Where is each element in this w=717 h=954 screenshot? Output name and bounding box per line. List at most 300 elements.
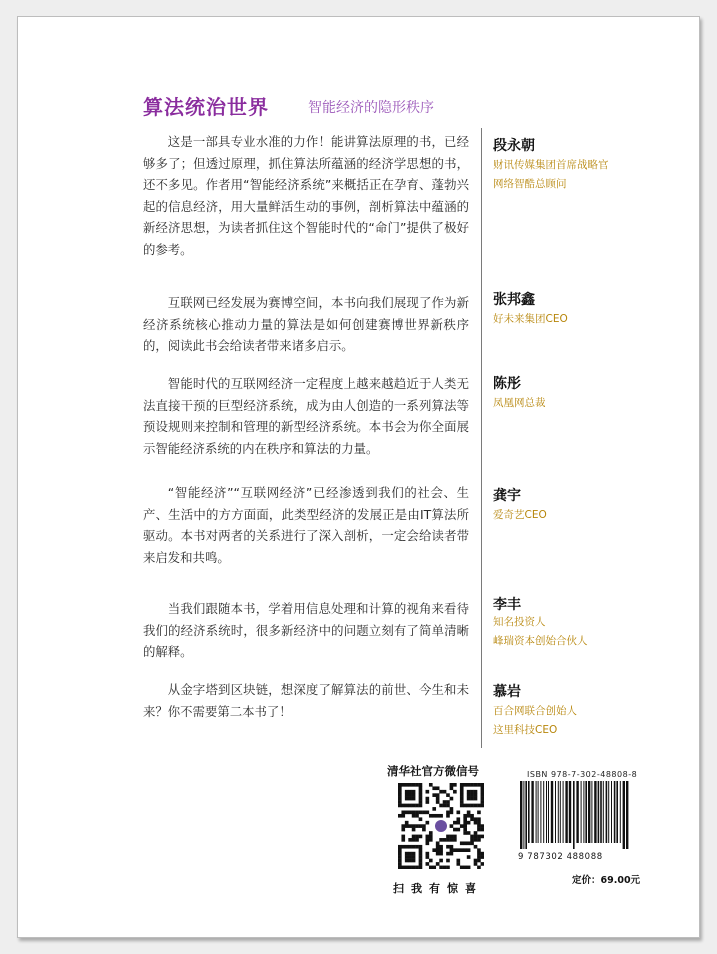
qr-module (446, 835, 450, 839)
qr-module (470, 817, 474, 821)
barcode-bar (538, 781, 539, 843)
barcode-bar (536, 781, 537, 843)
barcode-bar (528, 781, 530, 843)
qr-module (429, 831, 433, 835)
qr-module (398, 804, 402, 808)
qr-module (426, 821, 430, 825)
qr-module (456, 811, 460, 815)
qr-module (450, 848, 454, 852)
qr-module (412, 783, 416, 787)
qr-module (453, 848, 457, 852)
qr-module (439, 845, 443, 849)
qr-module (401, 811, 405, 815)
barcode-bar (546, 781, 547, 843)
barcode-bar (573, 781, 575, 849)
qr-module (436, 862, 440, 866)
barcode-bar (558, 781, 559, 843)
barcode-bar (565, 781, 567, 843)
endorsement-text: 当我们跟随本书，学着用信息处理和计算的视角来看待我们的经济系统时，很多新经济中的问题立刻有了简单清晰的解释。 (143, 601, 469, 659)
qr-module (398, 783, 402, 787)
qr-module (415, 783, 419, 787)
qr-module (446, 845, 450, 849)
qr-module (412, 793, 416, 797)
qr-module (401, 838, 405, 842)
qr-module (474, 859, 478, 863)
qr-module (463, 831, 467, 835)
barcode-bar (585, 781, 587, 843)
qr-module (467, 831, 471, 835)
qr-module (415, 838, 419, 842)
qr-module (419, 845, 423, 849)
qr-module (463, 841, 467, 845)
endorser-name: 慕岩 (493, 684, 521, 700)
qr-module (439, 859, 443, 863)
qr-module (398, 848, 402, 852)
qr-module (463, 824, 467, 828)
qr-module (422, 811, 426, 815)
endorsement-text: “智能经济”“互联网经济”已经渗透到我们的社会、生产、生活中的方方面面，此类型经济的发展正是由IT算法所驱动。本书对两者的关系进行了深入剖析，一定会给读者带来启发和共鸣。 (143, 485, 469, 565)
barcode-bar (576, 781, 578, 843)
qr-module (426, 800, 430, 804)
qr-module (456, 848, 460, 852)
price-label: 定价：69.00元 (572, 875, 641, 886)
qr-module (474, 835, 478, 839)
qr-module (474, 790, 478, 794)
qr-module (412, 790, 416, 794)
qr-module (432, 807, 436, 811)
qr-module (474, 838, 478, 842)
qr-module (419, 835, 423, 839)
qr-module (412, 852, 416, 856)
qr-module (408, 838, 412, 842)
qr-module (412, 797, 416, 801)
qr-module (443, 790, 447, 794)
qr-module (467, 811, 471, 815)
endorser-role: 峰瑞资本创始合伙人 (493, 635, 588, 647)
qr-module (419, 848, 423, 852)
qr-module (481, 786, 484, 790)
qr-module (419, 800, 423, 804)
qr-module (412, 859, 416, 863)
barcode-bar (523, 781, 524, 849)
qr-module (432, 814, 436, 818)
qr-module (419, 790, 423, 794)
qr-module (429, 835, 433, 839)
qr-module (436, 841, 440, 845)
qr-module (398, 862, 402, 866)
qr-module (401, 814, 405, 818)
qr-module (401, 804, 405, 808)
qr-module (446, 866, 450, 869)
qr-module (460, 841, 464, 845)
endorser-name: 段永朝 (493, 138, 535, 154)
qr-module (401, 824, 405, 828)
qr-module (398, 790, 402, 794)
barcode-bar (525, 781, 527, 849)
qr-module (474, 821, 478, 825)
barcode-bar (611, 781, 612, 843)
qr-module (415, 824, 419, 828)
qr-module (405, 804, 409, 808)
qr-module (408, 855, 412, 859)
qr-module (470, 804, 474, 808)
qr-module (405, 866, 409, 869)
qr-module (463, 828, 467, 832)
qr-module (450, 838, 454, 842)
qr-module (436, 793, 440, 797)
qr-module (422, 824, 426, 828)
qr-module (463, 804, 467, 808)
qr-module (470, 783, 474, 787)
qr-module (439, 804, 443, 808)
qr-module (432, 848, 436, 852)
qr-module (415, 835, 419, 839)
qr-module (463, 866, 467, 869)
barcode-bar (606, 781, 608, 843)
qr-module (432, 786, 436, 790)
qr-module (446, 811, 450, 815)
qr-module (408, 797, 412, 801)
qr-module (412, 866, 416, 869)
qr-module (446, 800, 450, 804)
qr-module (443, 800, 447, 804)
qr-module (426, 862, 430, 866)
qr-module (408, 793, 412, 797)
qr-module (463, 817, 467, 821)
barcode-bar (616, 781, 618, 843)
qr-module (412, 855, 416, 859)
qr-module (463, 848, 467, 852)
wechat-label: 清华社官方微信号 (387, 764, 479, 778)
qr-module (398, 814, 402, 818)
qr-module (398, 797, 402, 801)
qr-module (460, 790, 464, 794)
qr-module (432, 866, 436, 869)
barcode-bar (520, 781, 522, 849)
qr-module (453, 835, 457, 839)
qr-module (436, 852, 440, 856)
endorsement-text: 这是一部具专业水准的力作！能讲算法原理的书，已经够多了；但透过原理，抓住算法所蕴涵的经济学思想的书，还不多见。作者用“智能经济系统”来概括正在孕育、蓬勃兴起的信息经济，用大量鲜活生动的事例，剖析算法中蕴涵的新经济思想，为读者抓住这个智能时代的“命门”提供了极好的参考。 (143, 134, 469, 257)
barcode-bar (581, 781, 582, 843)
qr-module (467, 848, 471, 852)
barcode-bar (583, 781, 584, 843)
qr-module (481, 824, 484, 828)
qr-module (474, 793, 478, 797)
qr-module (477, 824, 481, 828)
qr-module (439, 790, 443, 794)
qr-module (426, 835, 430, 839)
qr-module (481, 862, 484, 866)
barcode-bar (591, 781, 592, 843)
endorser-name: 龚宇 (493, 488, 521, 504)
qr-module (460, 793, 464, 797)
qr-module (450, 807, 454, 811)
endorser-role: 凤凰网总裁 (493, 397, 546, 409)
qr-module (460, 804, 464, 808)
endorser-role: 爱奇艺CEO (493, 509, 547, 521)
qr-module (467, 790, 471, 794)
endorser-role: 财讯传媒集团首席战略官 (493, 159, 609, 171)
qr-module (446, 814, 450, 818)
barcode-bar (600, 781, 602, 843)
qr-module (456, 859, 460, 863)
qr-module (453, 828, 457, 832)
qr-module (446, 852, 450, 856)
qr-module (401, 828, 405, 832)
qr-module (398, 793, 402, 797)
qr-module (463, 814, 467, 818)
qr-module (401, 835, 405, 839)
qr-module (412, 835, 416, 839)
qr-module (398, 859, 402, 863)
qr-module (450, 852, 454, 856)
barcode-bar (626, 781, 628, 849)
endorsement-text: 互联网已经发展为赛博空间，本书向我们展现了作为新经济系统核心推动力量的算法是如何创建赛博世界新秩序的，阅读此书会给读者带来诸多启示。 (143, 295, 469, 353)
qr-module (481, 793, 484, 797)
barcode-bar (548, 781, 549, 843)
qr-module (446, 793, 450, 797)
qr-module (450, 786, 454, 790)
qr-module (412, 824, 416, 828)
qr-module (474, 831, 478, 835)
qr-module (405, 790, 409, 794)
qr-module (470, 814, 474, 818)
isbn-text: ISBN 978-7-302-48808-8 (527, 770, 638, 779)
endorser-name: 张邦鑫 (493, 292, 535, 308)
qr-module (405, 824, 409, 828)
qr-module (415, 845, 419, 849)
barcode-bar (608, 781, 609, 843)
qr-module (456, 821, 460, 825)
endorser-role: 好未来集团CEO (493, 313, 568, 325)
barcode-bar (594, 781, 596, 843)
qr-module (398, 866, 402, 869)
qr-module (470, 797, 474, 801)
qr-module (415, 804, 419, 808)
qr-module (467, 855, 471, 859)
qr-module (470, 790, 474, 794)
qr-module (460, 848, 464, 852)
endorser-role: 知名投资人 (493, 616, 546, 628)
qr-module (401, 866, 405, 869)
qr-module (419, 859, 423, 863)
qr-module (429, 814, 433, 818)
qr-module (412, 845, 416, 849)
qr-module (460, 800, 464, 804)
qr-module (481, 804, 484, 808)
qr-module (429, 866, 433, 869)
qr-module (408, 852, 412, 856)
qr-module (405, 783, 409, 787)
qr-module (460, 866, 464, 869)
qr-module (474, 797, 478, 801)
qr-module (474, 783, 478, 787)
qr-module (426, 838, 430, 842)
book-title: 算法统治世界 (143, 95, 269, 119)
qr-module (398, 800, 402, 804)
barcode-bar (563, 781, 564, 843)
endorser-role: 网络智酷总顾问 (493, 178, 567, 190)
qr-module (426, 797, 430, 801)
qr-module (419, 866, 423, 869)
qr-code[interactable] (398, 783, 484, 869)
qr-module (408, 845, 412, 849)
qr-module (467, 821, 471, 825)
qr-module (460, 797, 464, 801)
qr-module (477, 852, 481, 856)
qr-module (456, 828, 460, 832)
qr-module (446, 838, 450, 842)
qr-module (398, 786, 402, 790)
qr-module (474, 804, 478, 808)
qr-module (470, 838, 474, 842)
qr-module (419, 824, 423, 828)
qr-module (477, 804, 481, 808)
qr-module (426, 852, 430, 856)
qr-module (477, 783, 481, 787)
qr-module (439, 866, 443, 869)
qr-module (436, 786, 440, 790)
qr-module (460, 783, 464, 787)
qr-module (419, 852, 423, 856)
barcode-bar (555, 781, 556, 843)
qr-module (405, 859, 409, 863)
qr-module (408, 790, 412, 794)
qr-module (405, 811, 409, 815)
qr-module (429, 859, 433, 863)
qr-module (436, 848, 440, 852)
qr-module (450, 845, 454, 849)
qr-module (467, 797, 471, 801)
qr-module (405, 797, 409, 801)
qr-module (412, 838, 416, 842)
endorser-role: 百合网联合创始人 (493, 705, 577, 717)
qr-module (453, 838, 457, 842)
qr-module (419, 783, 423, 787)
qr-module (446, 859, 450, 863)
qr-module (419, 797, 423, 801)
qr-module (436, 797, 440, 801)
qr-module (481, 783, 484, 787)
qr-module (419, 855, 423, 859)
qr-module (436, 800, 440, 804)
qr-module (401, 783, 405, 787)
qr-module (477, 821, 481, 825)
qr-module (456, 862, 460, 866)
qr-module (460, 786, 464, 790)
barcode-bar (540, 781, 541, 843)
qr-module (408, 811, 412, 815)
qr-module (405, 845, 409, 849)
qr-module (477, 848, 481, 852)
qr-module (408, 804, 412, 808)
qr-module (463, 783, 467, 787)
qr-module (467, 866, 471, 869)
qr-module (426, 790, 430, 794)
qr-module (477, 835, 481, 839)
qr-module (477, 817, 481, 821)
qr-module (412, 811, 416, 815)
qr-module (467, 841, 471, 845)
qr-module (477, 838, 481, 842)
qr-module (439, 838, 443, 842)
qr-module (436, 845, 440, 849)
qr-module (398, 855, 402, 859)
qr-module (477, 855, 481, 859)
qr-module (415, 814, 419, 818)
qr-module (436, 814, 440, 818)
qr-module (453, 783, 457, 787)
barcode-bar (588, 781, 590, 843)
qr-module (443, 838, 447, 842)
qr-module (401, 845, 405, 849)
qr-module (450, 811, 454, 815)
barcode-bar (603, 781, 604, 843)
endorser-name: 李丰 (493, 597, 521, 613)
qr-module (419, 811, 423, 815)
qr-module (453, 790, 457, 794)
qr-module (415, 866, 419, 869)
qr-module (412, 828, 416, 832)
qr-module (453, 821, 457, 825)
endorsement-text: 从金字塔到区块链，想深度了解算法的前世、今生和未来？你不需要第二本书了！ (143, 682, 469, 719)
qr-module (439, 848, 443, 852)
qr-module (439, 814, 443, 818)
barcode-bar (598, 781, 600, 843)
barcode-bar (614, 781, 616, 843)
qr-module (398, 852, 402, 856)
qr-module (415, 811, 419, 815)
qr-module (419, 817, 423, 821)
qr-module (426, 841, 430, 845)
column-divider (481, 128, 482, 748)
qr-module (467, 793, 471, 797)
book-subtitle: 智能经济的隐形秩序 (308, 100, 434, 116)
qr-module (408, 859, 412, 863)
qr-module (408, 824, 412, 828)
qr-module (450, 783, 454, 787)
qr-module (474, 845, 478, 849)
qr-module (477, 828, 481, 832)
qr-module (429, 838, 433, 842)
qr-module (463, 821, 467, 825)
qr-module (477, 859, 481, 863)
barcode-digits: 9 787302 488088 (518, 852, 603, 862)
barcode-bar (543, 781, 544, 843)
endorser-name: 陈彤 (493, 376, 521, 392)
qr-module (398, 845, 402, 849)
qr-module (477, 866, 481, 869)
qr-module (474, 817, 478, 821)
qr-module (412, 814, 416, 818)
qr-module (419, 804, 423, 808)
qr-module (477, 811, 481, 815)
qr-module (405, 852, 409, 856)
barcode-bar (551, 781, 553, 843)
barcode-bar (569, 781, 571, 843)
qr-module (405, 793, 409, 797)
qr-module (450, 835, 454, 839)
qr-module (481, 855, 484, 859)
qr-module (443, 804, 447, 808)
qr-module (481, 790, 484, 794)
barcode-bar (623, 781, 625, 849)
barcode (518, 781, 630, 849)
qr-module (481, 835, 484, 839)
endorsement-text: 智能时代的互联网经济一定程度上越来越趋近于人类无法直接干预的巨型经济系统，成为由人创造的一系列算法等预设规则来控制和管理的新型经济系统。本书会为你全面展示智能经济系统的内在秩序和算法的力量。 (143, 376, 469, 456)
qr-module (422, 828, 426, 832)
qr-module (481, 797, 484, 801)
